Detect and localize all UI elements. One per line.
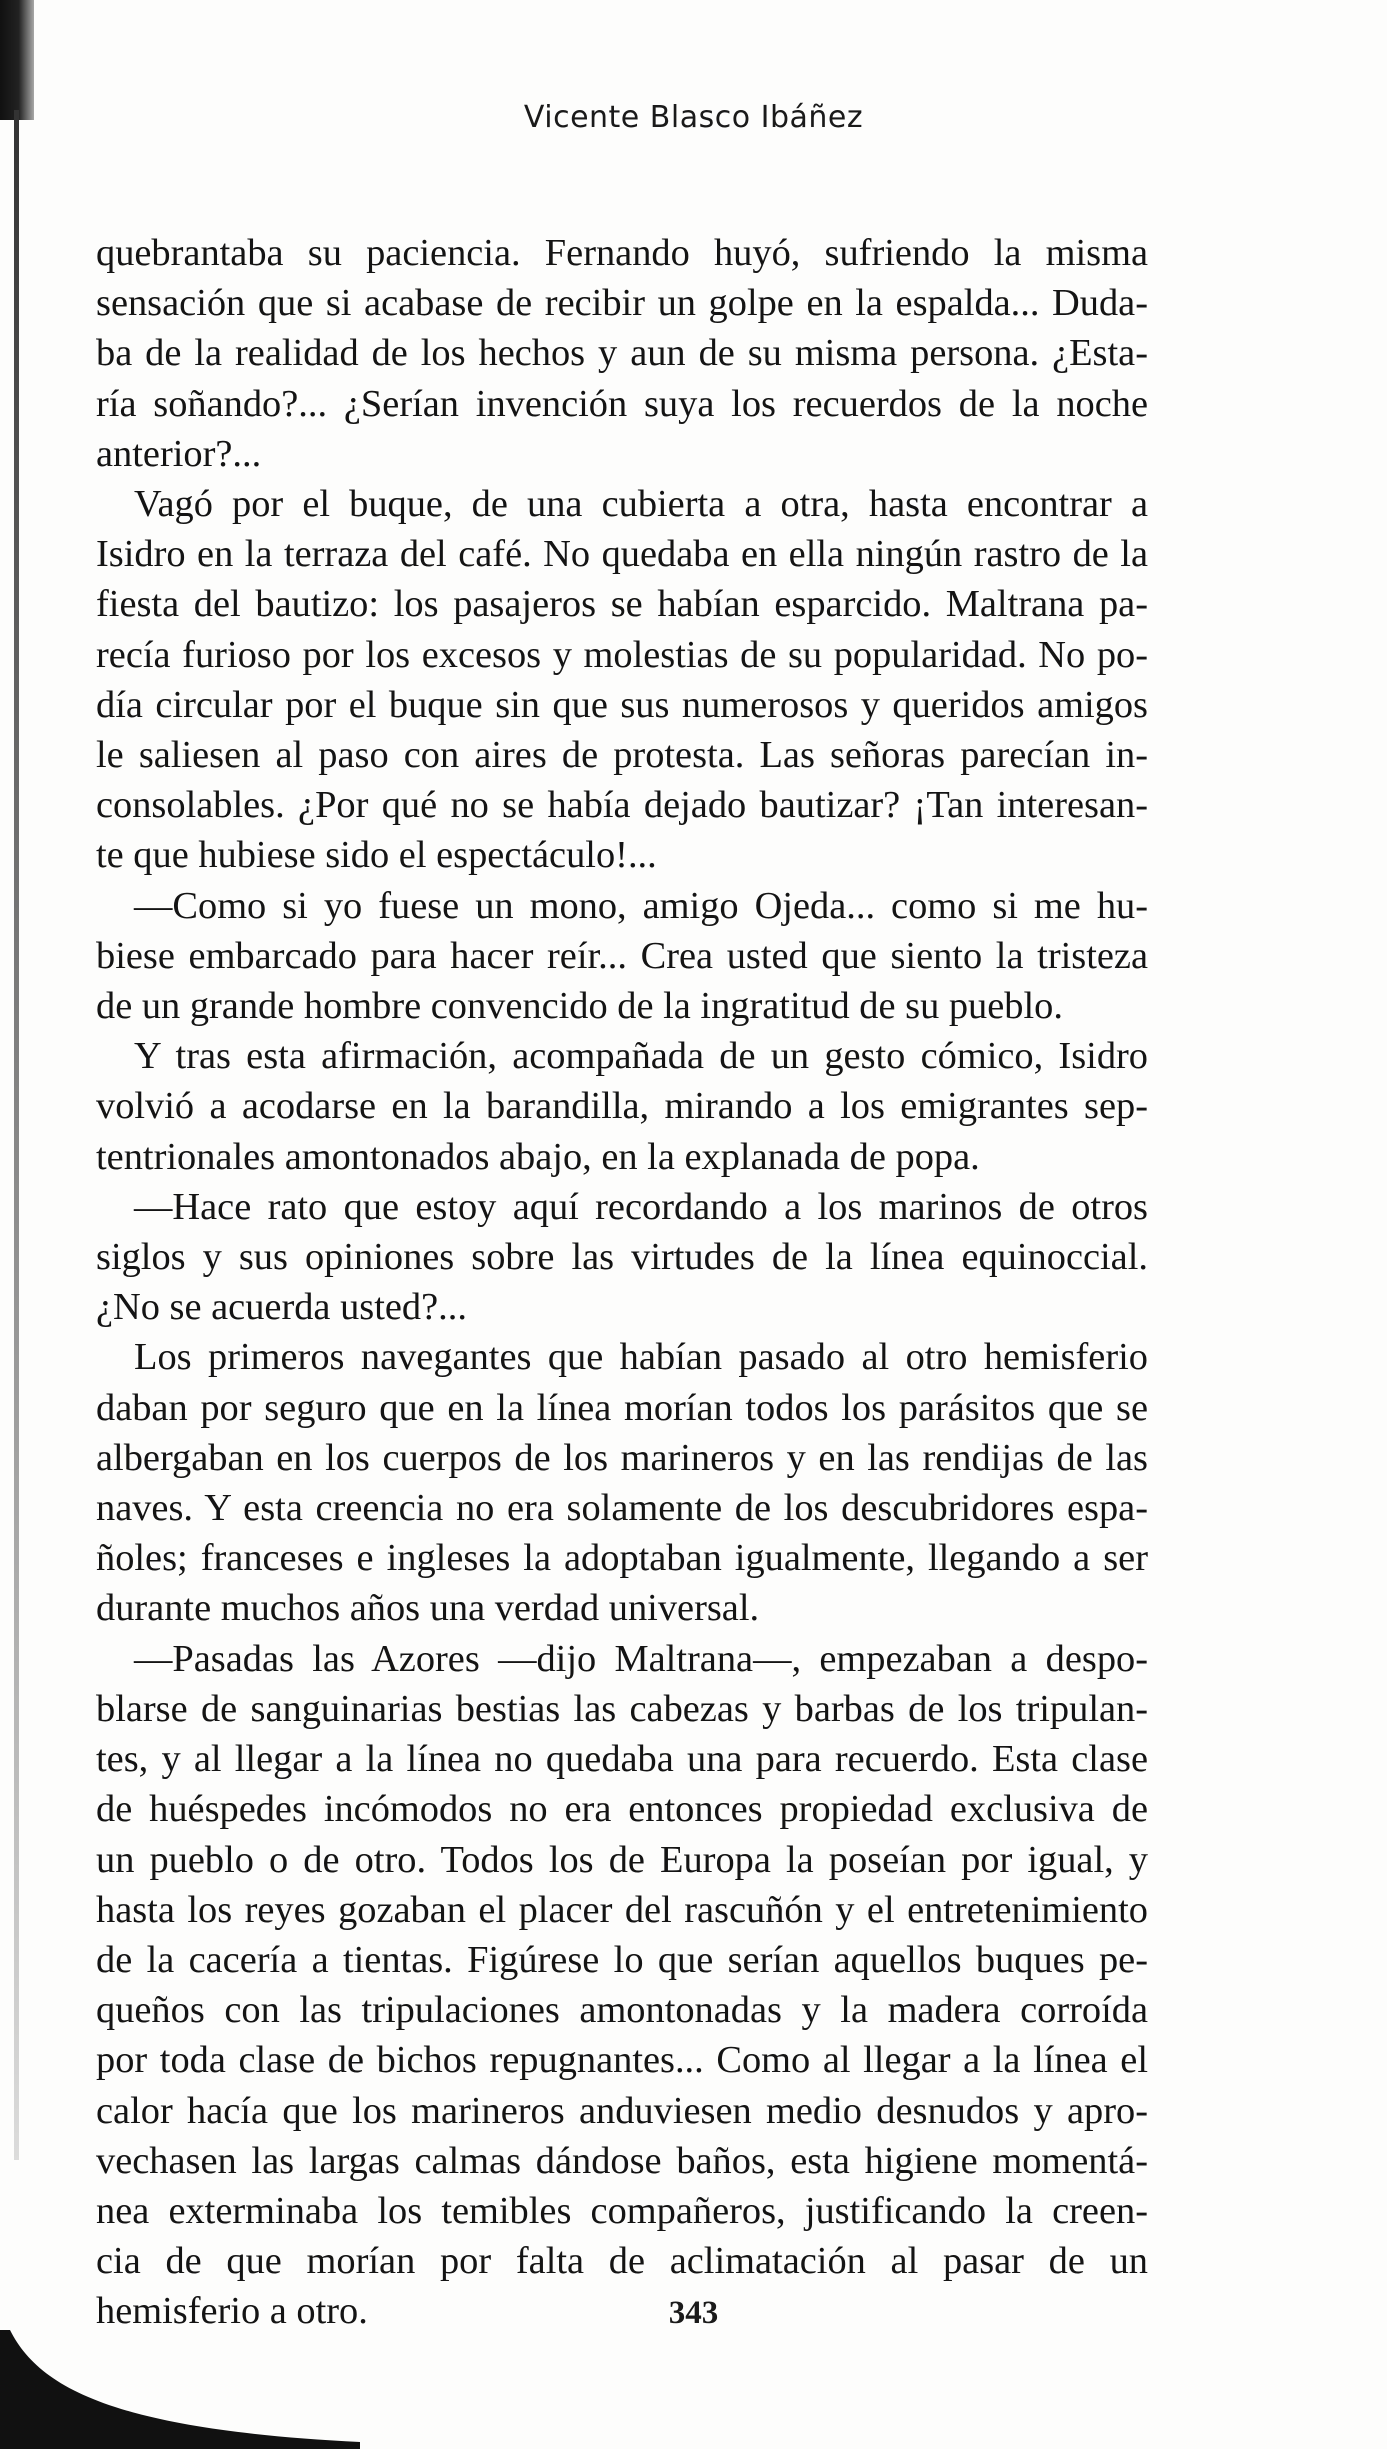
text-line: siglos y sus opiniones sobre las virtudes de la línea equinoccial. xyxy=(96,1236,1148,1279)
text-line: ría soñando?... ¿Serían invención suya los recuerdos de la noche xyxy=(96,382,1148,425)
text-line: —Como si yo fuese un mono, amigo Ojeda... como si me hu- xyxy=(134,884,1148,927)
text-line: un pueblo o de otro. Todos los de Europa la poseían por igual, y xyxy=(96,1838,1148,1881)
text-line: durante muchos años una verdad universal. xyxy=(96,1587,760,1630)
text-line: albergaban en los cuerpos de los marineros y en las rendijas de las xyxy=(96,1436,1148,1479)
page-number: 343 xyxy=(668,2295,719,2331)
text-line: daban por seguro que en la línea morían todos los parásitos que se xyxy=(96,1386,1148,1429)
text-line: queños con las tripulaciones amontonadas y la madera corroída xyxy=(96,1989,1148,2032)
text-line: recía furioso por los excesos y molestias de su popularidad. No po- xyxy=(96,633,1148,676)
text-line: Vagó por el buque, de una cubierta a otra, hasta encontrar a xyxy=(134,483,1148,526)
text-line: por toda clase de bichos repugnantes... Como al llegar a la línea el xyxy=(96,2039,1148,2082)
binding-edge xyxy=(14,110,19,2160)
text-line: quebrantaba su paciencia. Fernando huyó, sufriendo la misma xyxy=(96,232,1148,274)
text-line: de la cacería a tientas. Figúrese lo que serían aquellos buques pe- xyxy=(96,1938,1148,1981)
text-line: tentrionales amontonados abajo, en la explanada de popa. xyxy=(96,1135,980,1178)
body-text xyxy=(96,228,1148,2337)
text-line: de huéspedes incómodos no era entonces propiedad exclusiva de xyxy=(96,1788,1148,1831)
corner-shadow xyxy=(0,2330,360,2449)
text-line: —Hace rato que estoy aquí recordando a los marinos de otros xyxy=(134,1185,1148,1228)
text-line: hasta los reyes gozaban el placer del rascuñón y el entretenimiento xyxy=(96,1888,1148,1931)
text-line: ba de la realidad de los hechos y aun de su misma persona. ¿Esta- xyxy=(96,332,1148,375)
running-header: Vicente Blasco Ibáñez xyxy=(523,100,864,135)
text-line: calor hacía que los marineros anduviesen medio desnudos y apro- xyxy=(96,2089,1148,2132)
text-line: volvió a acodarse en la barandilla, mirando a los emigrantes sep- xyxy=(96,1085,1148,1128)
text-line: nea exterminaba los temibles compañeros, justificando la creen- xyxy=(96,2189,1148,2232)
text-line: tes, y al llegar a la línea no quedaba una para recuerdo. Esta clase xyxy=(96,1738,1148,1781)
text-line: te que hubiese sido el espectáculo!... xyxy=(96,834,657,877)
text-line: Y tras esta afirmación, acompañada de un gesto cómico, Isidro xyxy=(134,1035,1148,1078)
text-line: día circular por el buque sin que sus numerosos y queridos amigos xyxy=(96,683,1148,726)
text-line: —Pasadas las Azores —dijo Maltrana—, empezaban a despo- xyxy=(134,1637,1148,1680)
text-line: fiesta del bautizo: los pasajeros se habían esparcido. Maltrana pa- xyxy=(96,583,1148,626)
text-line: Los primeros navegantes que habían pasado al otro hemisferio xyxy=(134,1336,1148,1379)
text-line: vechasen las largas calmas dándose baños, esta higiene momentá- xyxy=(96,2139,1148,2182)
text-line: de un grande hombre convencido de la ingratitud de su pueblo. xyxy=(96,985,1063,1028)
text-line: ñoles; franceses e ingleses la adoptaban igualmente, llegando a ser xyxy=(96,1537,1148,1580)
text-line: blarse de sanguinarias bestias las cabezas y barbas de los tripulan- xyxy=(96,1687,1148,1730)
text-line: consolables. ¿Por qué no se había dejado bautizar? ¡Tan interesan- xyxy=(96,784,1148,827)
text-line: le saliesen al paso con aires de protesta. Las señoras parecían in- xyxy=(96,734,1148,777)
text-line: cia de que morían por falta de aclimatación al pasar de un xyxy=(96,2240,1148,2283)
text-line: biese embarcado para hacer reír... Crea usted que siento la tristeza xyxy=(96,934,1148,977)
text-line: naves. Y esta creencia no era solamente de los descubridores espa- xyxy=(96,1487,1148,1530)
text-line: sensación que si acabase de recibir un golpe en la espalda... Duda- xyxy=(96,282,1148,325)
text-line: anterior?... xyxy=(96,432,262,475)
text-line: ¿No se acuerda usted?... xyxy=(96,1286,467,1329)
text-line: Isidro en la terraza del café. No quedaba en ella ningún rastro de la xyxy=(96,533,1148,576)
text-line: hemisferio a otro. xyxy=(96,2290,368,2333)
